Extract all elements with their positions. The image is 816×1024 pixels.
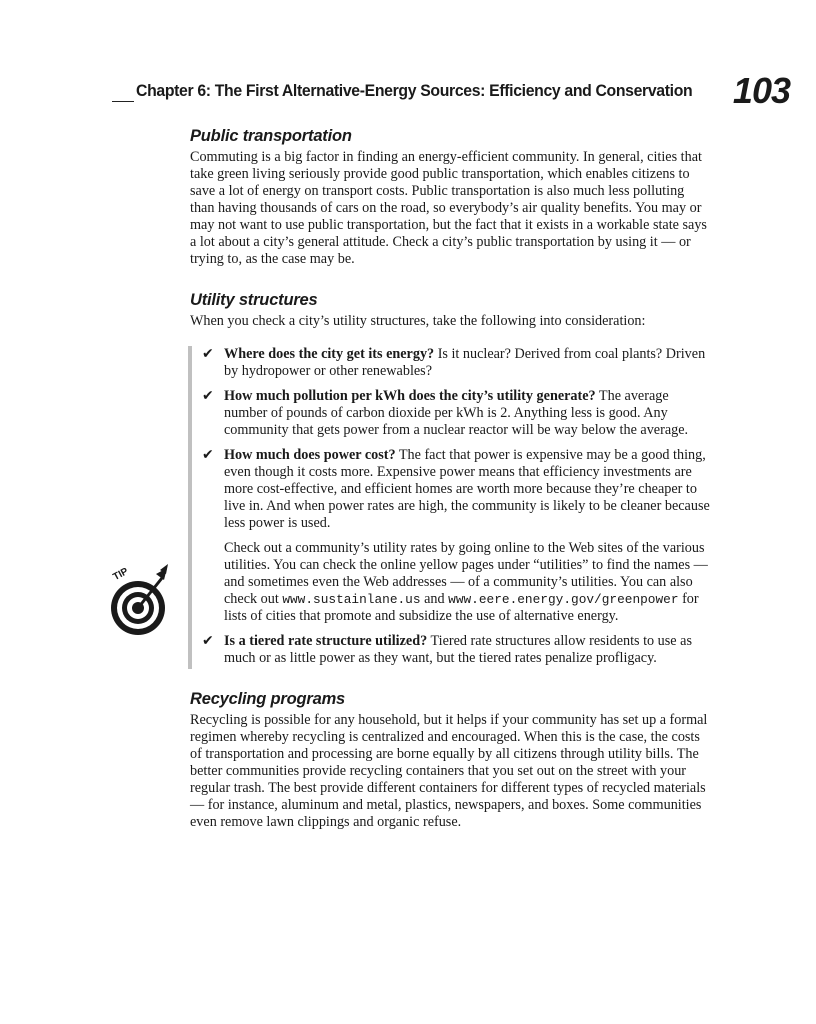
list-item: ✔ Is a tiered rate structure utilized? Tiered rate structures allow residents to use as much or as little power as they want, but the tiered rates penalize profligacy. bbox=[202, 633, 692, 666]
tip-paragraph: Check out a community’s utility rates by going online to the Web sites of the various utilities. You can check the online yellow pages under “utilities” to find the names — and sometimes even the Web addresses — of a community’s utilities. You can also check out www.sustainlane.us and www.eere.energy.gov/greenpower for lists of cities that promote and subsidize the use of alternative energy. bbox=[224, 540, 708, 624]
url-sustainlane: www.sustainlane.us bbox=[282, 592, 421, 607]
check-icon: ✔ bbox=[202, 388, 214, 404]
page-number: 103 bbox=[732, 70, 790, 111]
list-item: ✔ Where does the city get its energy? Is it nuclear? Derived from coal plants? Driven by hydropower or other renewables? bbox=[202, 346, 706, 379]
paragraph-recycling-programs: Recycling is possible for any household, but it helps if your community has set up a formal regimen whereby recycling is centralized and encouraged. When this is the case, the costs of transportation and processing are borne equally by all citizens through utility bills. The better communities provide recycling containers that you set out on the street with your regular trash. The best provide different containers for different types of recycled materials — for instance, aluminum and metal, plastics, newspapers, and boxes. Some communities even remove lawn clippings and organic refuse. bbox=[190, 712, 708, 830]
running-header bbox=[112, 70, 792, 114]
section-recycling-programs bbox=[190, 691, 712, 831]
utility-intro: When you check a city’s utility structures, take the following into consideration: bbox=[190, 313, 646, 329]
section-public-transportation bbox=[190, 128, 712, 268]
consideration-list bbox=[202, 346, 712, 532]
tip-label: TIP bbox=[111, 565, 131, 584]
paragraph-public-transportation: Commuting is a big factor in finding an energy-efficient community. In general, cities that take green living seriously provide good public transportation, which enables citizens to save a lot of energy on transport costs. Public transportation is also much less polluting than having thousands of cars on the road, so everybody’s air quality benefits. You may or may not want to use public transportation, but the fact that it exists in a workable state says a lot about a city’s general attitude. Check a city’s public transportation by using it — or trying to, as the case may be. bbox=[190, 149, 707, 267]
check-icon: ✔ bbox=[202, 633, 214, 649]
check-icon: ✔ bbox=[202, 447, 214, 463]
heading-utility-structures: Utility structures bbox=[190, 291, 318, 309]
tip-bar-region bbox=[111, 346, 712, 669]
url-eere: www.eere.energy.gov/greenpower bbox=[448, 592, 679, 607]
heading-public-transportation: Public transportation bbox=[190, 127, 352, 145]
list-item: ✔ How much pollution per kWh does the city’s utility generate? The average number of pounds of carbon dioxide per kWh is 2. Anything less is good. Any community that gets power from a nuclear reactor will be way below the average. bbox=[202, 388, 689, 438]
list-item: ✔ How much does power cost? The fact that power is expensive may be a good thing, even though it costs more. Expensive power means that efficiency investments are more cost-effective, and efficient homes are worth more because they’re cheaper to live in. And when power rates are high, the community is likely to be cleaner because less power is used. bbox=[202, 447, 710, 531]
tip-icon bbox=[110, 560, 170, 640]
chapter-title: Chapter 6: The First Alternative-Energy Sources: Efficiency and Conservation bbox=[136, 82, 693, 100]
section-utility-structures bbox=[111, 291, 712, 669]
header-rule bbox=[112, 101, 134, 102]
page-content bbox=[111, 127, 712, 831]
heading-recycling-programs: Recycling programs bbox=[190, 690, 346, 708]
check-icon: ✔ bbox=[202, 346, 214, 362]
consideration-list-continued bbox=[202, 633, 712, 667]
